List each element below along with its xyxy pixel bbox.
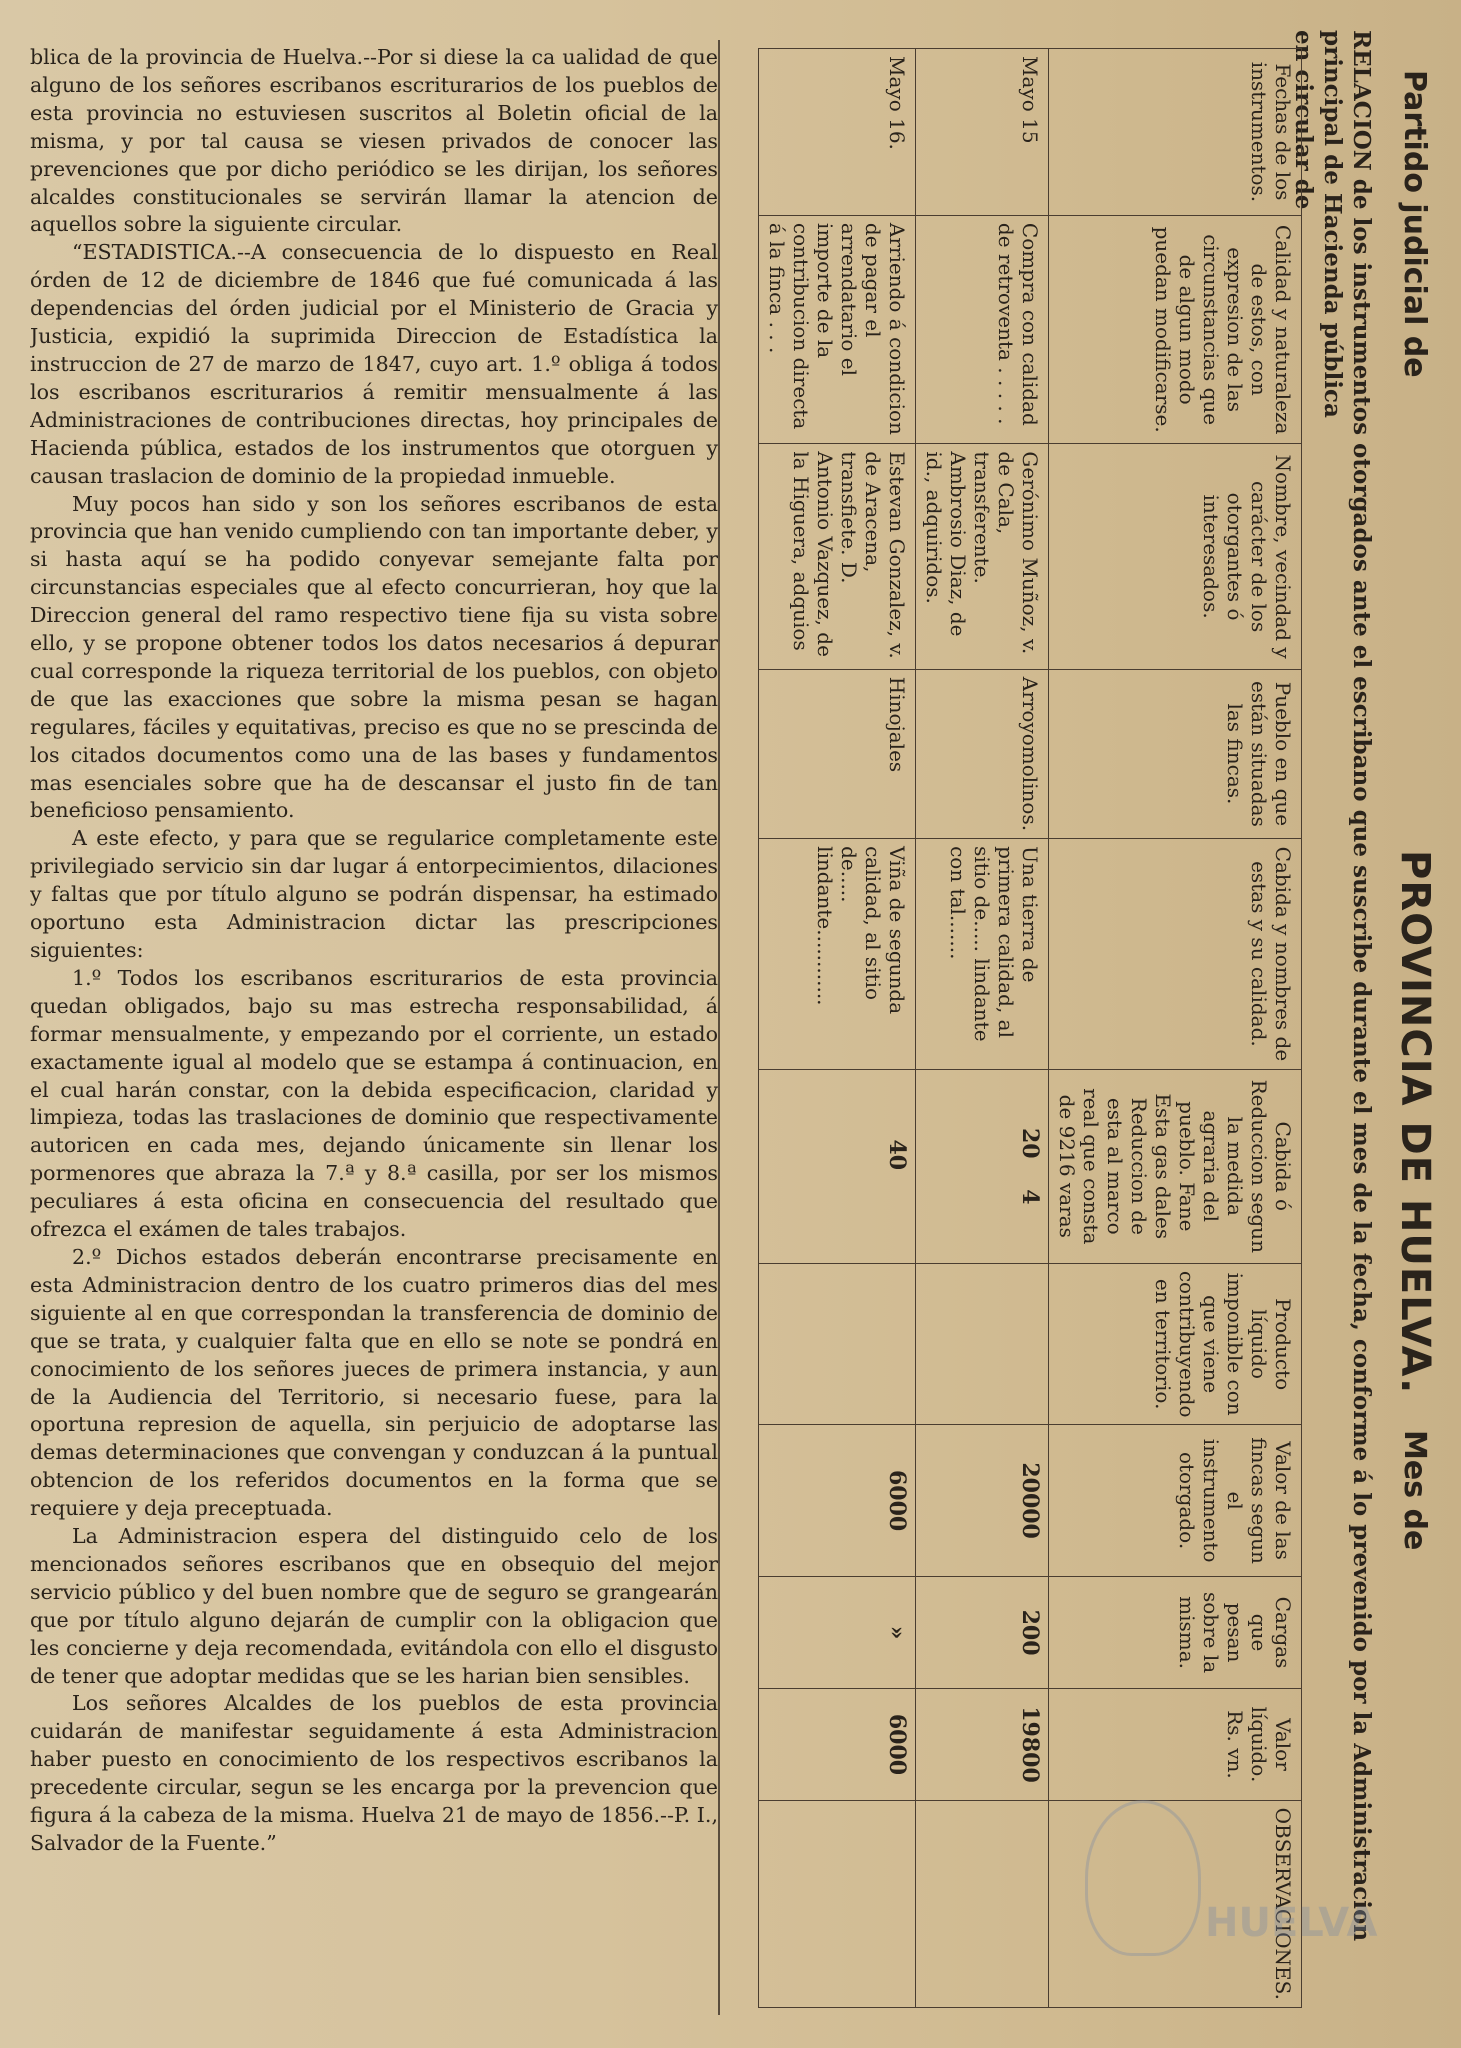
- col-valor-liquido: Valor líquido. Rs. vn.: [1049, 1689, 1302, 1800]
- table-row: [916, 49, 1049, 2008]
- paragraph-6: 2.º Dichos estados deberán encontrarse precisamente en esta Administracion dentro de los cuatro primeros dias del mes siguiente al en que correspondan la transferencia de dominio de que se trata, y cualquier falta que en ello se note se pondrá en conocimiento de los señores jueces de primera instancia, y aun de la Audiencia del Territorio, si necesario fuese, para la oportuna represion de aquella, sin perjuicio de adoptarse las demas determinaciones que convengan y conduzcan á la puntual obtencion de los referidos documentos en la forma que se requiere y deja preceptuada.: [30, 1244, 718, 1521]
- province-title: PROVINCIA DE HUELVA.: [1392, 850, 1438, 1395]
- paragraph-7: La Administracion espera del distinguido celo de los mencionados señores escribanos que en obsequio del mejor servicio público y del buen nombre que de seguro se grangearán que por título alguno dejarán de cumplir con la obligacion que les concierne y deja recomendada, evitándola con ello el disgusto de tener que adoptar medidas que se les harian bien sensibles.: [30, 1524, 718, 1688]
- cell-estadales: 4: [1017, 1189, 1043, 1205]
- col-reduccion: [1049, 1069, 1302, 1263]
- cell-pueblo: Arroyomolinos.: [916, 669, 1049, 838]
- table-header-row: [1049, 49, 1302, 2008]
- col-reduccion-label: Cabida ó Reduccion segun la medida agraria del pueblo. Fane Esta gas dales: [1151, 1079, 1295, 1253]
- cell-cabida: Viña de segunda calidad, al sitio de..... lindante............: [759, 839, 916, 1070]
- cell-reduccion: [759, 1069, 916, 1263]
- form-heading: [1385, 30, 1440, 2020]
- cell-observaciones: [759, 1800, 916, 2007]
- cell-fanegas: 40: [884, 1139, 910, 1171]
- cell-producto: [916, 1263, 1049, 1425]
- cell-nombre: Estevan Gonzalez, v. de Aracena, transfiete. D. Antonio Vazquez, de la Higuera, adquios: [759, 444, 916, 669]
- table-row: [759, 49, 916, 2008]
- paragraph-8: Los señores Alcaldes de los pueblos de esta provincia cuidarán de manifestar seguidamente á esta Administracion haber puesto en conocimiento de los respectivos escribanos la precedente circular, segun se les encarga por la prevencion que figura á la cabeza de la misma. Huelva 21 de mayo de 1856.--P. I., Salvador de la Fuente.”: [30, 1691, 718, 1855]
- cell-fanegas: 20: [1017, 1128, 1043, 1159]
- cell-fecha: Mayo 15: [916, 49, 1049, 216]
- cell-liquido: 6000: [759, 1689, 916, 1800]
- column-divider: [718, 40, 720, 2015]
- cell-calidad: Arriendo á condicion de pagar el arrendatario el importe de la contribucion directa á la finca . . .: [759, 215, 916, 443]
- cell-reduccion: [916, 1069, 1049, 1263]
- relacion-line-2: en circular de: [1290, 30, 1317, 210]
- crest-icon: [1085, 1800, 1201, 1956]
- district-label: Partido judicial de: [1397, 70, 1432, 378]
- month-label: Mes de: [1397, 1430, 1432, 1551]
- paragraph-2: “ESTADISTICA.--A consecuencia de lo dispuesto en Real órden de 12 de diciembre de 1846 que fué comunicada á las dependencias del órden judicial por el Ministerio de Gracia y Justicia, expidió la suprimida Direccion de Estadística la instruccion de 27 de marzo de 1847, cuyo art. 1.º obliga á todos los escribanos escriturarios á remitir mensualmente á las Administraciones de contribuciones directas, hoy principales de Hacienda pública, estados de los instrumentos que otorguen y causan traslacion de dominio de la propiedad inmueble.: [30, 240, 718, 488]
- cell-valor: 6000: [759, 1425, 916, 1576]
- cell-cabida: Una tierra de primera calidad, al sitio de..... lindante con tal.......: [916, 839, 1049, 1070]
- cell-cargas: 200: [916, 1576, 1049, 1689]
- col-nombre: Nombre, vecindad y carácter de los otorgantes ó interesados.: [1049, 444, 1302, 669]
- col-valor: Valor de las fincas segun el instrumento otorgado.: [1049, 1425, 1302, 1576]
- cell-producto: [759, 1263, 916, 1425]
- col-producto: Producto líquido imponible con que viene contribuyendo en territorio.: [1049, 1263, 1302, 1425]
- paragraph-1: blica de la provincia de Huelva.--Por si diese la ca ualidad de que alguno de los señores escribanos escriturarios de los pueblos de esta provincia no estuviesen suscritos al Boletin oficial de la misma, y por tal causa se viesen privados de conocer las prevenciones que por dicho periódico se les dirijan, los señores alcaldes constitucionales se servirán llamar la atencion de aquellos sobre la siguiente circular.: [30, 45, 718, 237]
- cell-fecha: Mayo 16.: [759, 49, 916, 216]
- col-cargas: Cargas que pesan sobre la misma.: [1049, 1576, 1302, 1689]
- cell-nombre: Gerónimo Muñoz, v. de Cala, transferente. Ambrosio Diaz, de id., adquiridos.: [916, 444, 1049, 669]
- cell-calidad: Compra con calidad de retroventa . . . . .: [916, 215, 1049, 443]
- col-reduccion-note: Reduccion de esta al marco real que consta de 9216 varas: [1055, 1088, 1151, 1245]
- paragraph-3: Muy pocos han sido y son los señores escribanos de esta provincia que han venido cumpliendo con tan importante deber, y si hasta aquí se ha podido conyevar semejante falta por circunstancias especiales que al efecto concurrieran, hoy que la Direccion general del ramo respectivo tiene fija su vista sobre ello, y se propone obtener todos los datos necesarios á depurar cual corresponde la riqueza territorial de los pueblos, con objeto de que las exacciones que sobre la misma pesan se hagan regulares, fáciles y equitativas, preciso es que no se prescinda de los citados documentos como una de las bases y fundamentos mas esenciales sobre que ha de descansar el justo fin de tan beneficioso pensamiento.: [30, 491, 718, 823]
- rotated-form: [740, 30, 1440, 2020]
- paragraph-5: 1.º Todos los escribanos escriturarios de esta provincia quedan obligados, bajo su mas estrecha responsabilidad, á formar mensualmente, y empezando por el corriente, un estado exactamente igual al modelo que se estampa á continuacion, en el cual harán constar, con la debida especificacion, claridad y limpieza, todas las traslaciones de dominio que respectivamente autoricen en cada mes, dejando únicamente sin llenar los pormenores que abraza la 7.ª y 8.ª casilla, por ser los mismos peculiares á esta oficina en consecuencia del resultado que ofrezca el exámen de tales trabajos.: [30, 965, 718, 1242]
- col-pueblo: Pueblo en que están situadas las fincas.: [1049, 669, 1302, 838]
- cell-valor: 20000: [916, 1425, 1049, 1576]
- circular-text-column: [30, 44, 718, 1944]
- col-observaciones: OBSERVACIONES.: [1049, 1800, 1302, 2007]
- col-fechas: Fechas de los instrumentos.: [1049, 49, 1302, 216]
- rotated-form-region: [740, 30, 1440, 2020]
- cell-liquido: 19800: [916, 1689, 1049, 1800]
- library-watermark: [1085, 1800, 1378, 1960]
- cell-pueblo: Hinojales: [759, 669, 916, 838]
- watermark-text: HUELVA: [1205, 1900, 1378, 1946]
- instruments-table: [758, 48, 1302, 2008]
- relacion-line-1: RELACION de los instrumentos otorgados ante el escribano que suscribe durante el mes de la fecha, conforme á lo prevenido por la Administracion principal de Hacienda pública: [1319, 30, 1375, 1942]
- relacion-heading: [1289, 30, 1376, 2020]
- paragraph-4: A este efecto, y para que se regularice completamente este privilegiado servicio sin dar lugar á entorpecimientos, dilaciones y faltas que por título alguno se podrán dispensar, ha estimado oportuno esta Administracion dictar las prescripciones siguientes:: [30, 826, 718, 962]
- col-cabida: Cabida y nombres de estas y su calidad.: [1049, 839, 1302, 1070]
- cell-observaciones: [916, 1800, 1049, 2007]
- col-calidad: Calidad y naturaleza de estos, con expresion de las circunstancias que de algun modo puedan modificarse.: [1049, 215, 1302, 443]
- cell-cargas: »: [759, 1576, 916, 1689]
